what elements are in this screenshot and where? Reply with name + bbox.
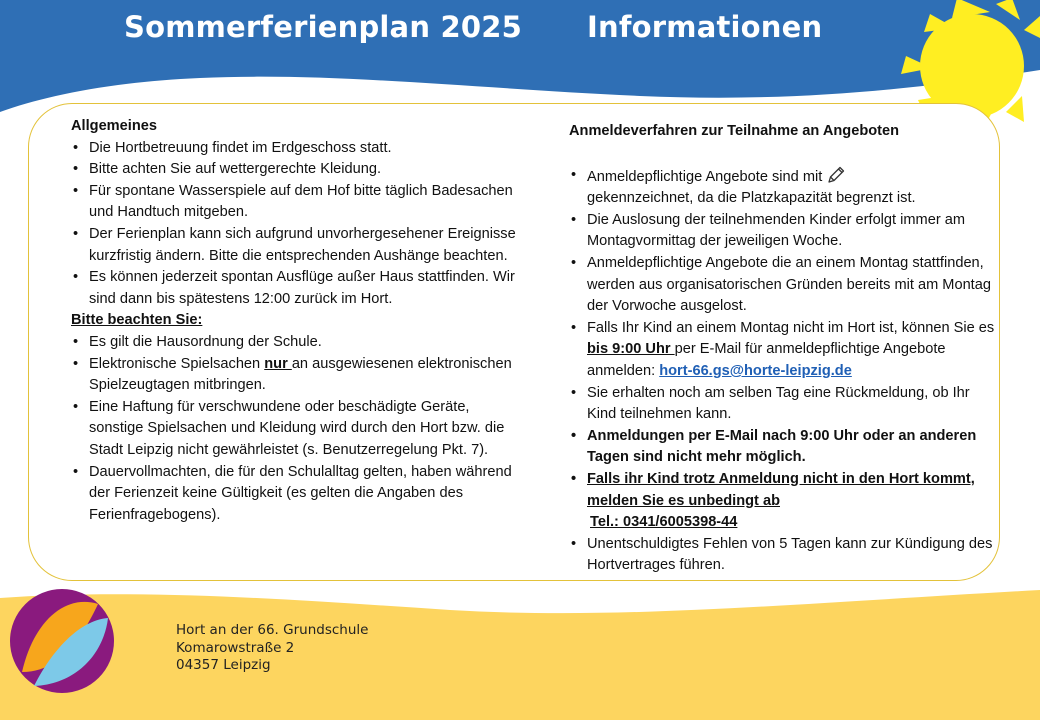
- list-item: • Für spontane Wasserspiele auf dem Hof bitte täglich Badesachen und Handtuch mitgeben.: [71, 181, 516, 224]
- page-title: Sommerferienplan 2025: [124, 10, 522, 44]
- footer-wave: [0, 590, 1040, 720]
- list-item: • Die Auslosung der teilnehmenden Kinder erfolgt immer am Montagvormittag der jeweiligen Woche.: [569, 210, 1001, 253]
- address-line: 04357 Leipzig: [176, 657, 271, 673]
- address-block: [176, 622, 368, 675]
- pencil-icon: [826, 165, 846, 185]
- registration-list: [569, 165, 1001, 513]
- beach-ball-icon: [10, 589, 114, 693]
- emphasis: nur: [264, 355, 292, 372]
- text: Anmeldepflichtige Angebote sind mit: [587, 168, 823, 185]
- heading-please-note: Bitte beachten Sie:: [71, 312, 203, 329]
- registration-list-end: [569, 534, 1001, 577]
- deadline: bis 9:00 Uhr: [587, 341, 675, 358]
- address-line: Komarowstraße 2: [176, 639, 295, 656]
- text: gekennzeichnet, da die Platzkapazität begrenzt ist.: [587, 190, 916, 207]
- list-item: • Es können jederzeit spontan Ausflüge außer Haus stattfinden. Wir sind dann bis spätestens 12:00 zurück im Hort.: [71, 267, 516, 310]
- list-item: • Der Ferienplan kann sich aufgrund unvorhergesehener Ereignisse kurzfristig ändern. Bitte die entsprechenden Aushänge beachten.: [71, 224, 516, 267]
- list-item: • Anmeldepflichtige Angebote die an einem Montag stattfinden, werden aus organisatorischen Gründen bereits mit am Montag der Vorwoche ausgelost.: [569, 253, 1001, 318]
- text: per E-Mail für anmeldepflichtige Angebote anmelden:: [587, 341, 946, 379]
- text: an ausgewiesenen elektronischen Spielzeugtagen mitbringen.: [89, 355, 512, 394]
- list-item: • Falls ihr Kind trotz Anmeldung nicht in den Hort kommt, melden Sie es unbedingt ab: [569, 469, 1001, 512]
- notes-list: [71, 332, 516, 526]
- heading-general: Allgemeines: [71, 118, 157, 134]
- phone-number: Tel.: 0341/6005398-44: [590, 514, 738, 531]
- list-item: • Unentschuldigtes Fehlen von 5 Tagen kann zur Kündigung des Hortvertrages führen.: [569, 534, 1001, 577]
- list-item: • Die Hortbetreuung findet im Erdgeschoss statt.: [71, 138, 516, 160]
- section-title: Informationen: [587, 10, 823, 44]
- list-item: • Eine Haftung für verschwundene oder beschädigte Geräte, sonstige Spielsachen und Kleidung wird durch den Hort bzw. die Stadt Leipzig nicht gewährleistet (s. Benutzerregelung Pkt. 7).: [71, 397, 516, 462]
- text: Falls Ihr Kind an einem Montag nicht im Hort ist, können Sie es: [587, 319, 995, 336]
- text: Elektronische Spielsachen: [89, 355, 265, 372]
- address-line: Hort an der 66. Grundschule: [176, 622, 369, 638]
- list-item: [569, 318, 1001, 383]
- general-list: [71, 138, 516, 311]
- list-item: • Anmeldungen per E-Mail nach 9:00 Uhr oder an anderen Tagen sind nicht mehr möglich.: [569, 426, 1001, 469]
- heading-registration: Anmeldeverfahren zur Teilnahme an Angeboten: [569, 123, 900, 139]
- list-item: [569, 165, 1001, 210]
- right-column: [569, 121, 1001, 577]
- list-item: • Sie erhalten noch am selben Tag eine Rückmeldung, ob Ihr Kind teilnehmen kann.: [569, 383, 1001, 426]
- list-item: • Es gilt die Hausordnung der Schule.: [71, 332, 516, 354]
- list-item: [71, 354, 516, 397]
- list-item: • Dauervollmachten, die für den Schulalltag gelten, haben während der Ferienzeit keine Gültigkeit (es gelten die Angaben des Ferienfragebogens).: [71, 462, 516, 527]
- email-link[interactable]: hort-66.gs@horte-leipzig.de: [659, 362, 852, 379]
- list-item: • Bitte achten Sie auf wettergerechte Kleidung.: [71, 159, 516, 181]
- left-column: [71, 116, 516, 526]
